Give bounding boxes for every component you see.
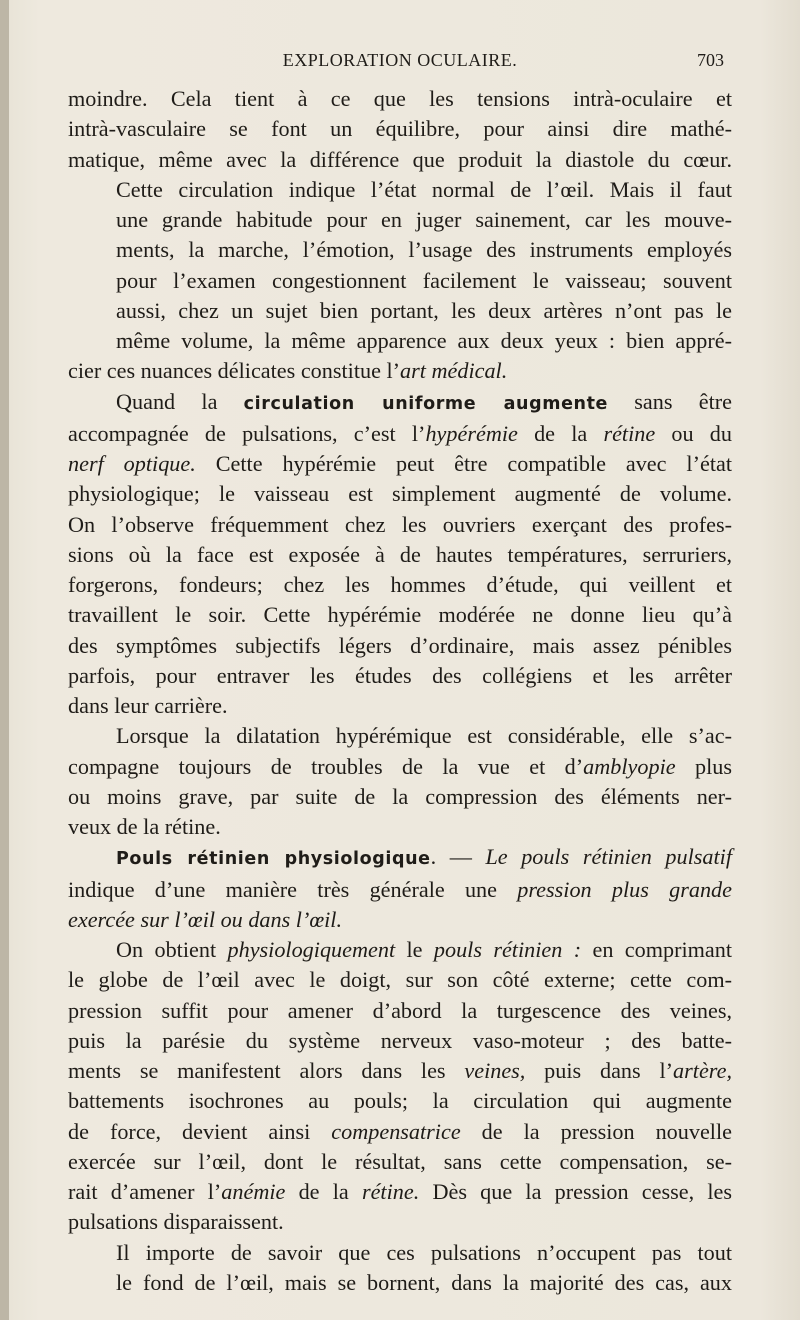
paragraph-4-line-2: [68, 752, 732, 782]
italic-term: compensatrice: [331, 1118, 461, 1144]
section-heading: Pouls rétinien physiologique: [116, 849, 431, 870]
italic-term: pression plus grande: [517, 876, 732, 902]
italic-term: nerf optique.: [68, 451, 196, 476]
paragraph-4-end: [68, 812, 732, 842]
text-line: intrà-vasculaire se font un équilibre, pour ainsi dire mathé-: [68, 116, 732, 142]
text-run: accompagnée de pulsations, c’est l’: [68, 420, 426, 446]
text-line: ments, la marche, l’émotion, l’usage des instruments employés: [116, 237, 732, 263]
text-line: battements isochrones au pouls; la circulation qui augmente: [68, 1088, 732, 1114]
text-run: indique d’une manière très générale une: [68, 876, 518, 902]
paragraph-7: [68, 1238, 732, 1299]
text-run: Dès que la pression cesse, les: [419, 1179, 732, 1204]
text-line: physiologique; le vaisseau est simplement augmenté de volume.: [68, 481, 732, 507]
text-run: de la pression nouvelle: [460, 1118, 732, 1144]
italic-term: amblyopie: [583, 753, 676, 779]
text-run: plus: [675, 753, 732, 779]
italic-term: Le pouls rétinien pulsatif: [485, 844, 732, 870]
text-run: cier ces nuances délicates constitue l’: [68, 358, 401, 384]
italic-term: rétine.: [361, 1179, 420, 1204]
paragraph-5-end: [68, 905, 732, 935]
page-gutter: [0, 0, 9, 1320]
text-run: ments se manifestent alors dans les: [68, 1058, 465, 1083]
text-line: exercée sur l’œil, dont le résultat, sans cette compensation, se-: [68, 1148, 732, 1174]
text-run: de la: [285, 1179, 362, 1204]
italic-term: veines,: [464, 1058, 526, 1083]
text-run: compagne toujours de troubles de la vue et d’: [68, 753, 584, 779]
paragraph-5-line-2: [68, 875, 732, 905]
paragraph-6-line-3: [68, 996, 732, 1026]
text-line: matique, même avec la différence que produit la diastole du cœur.: [68, 146, 732, 172]
italic-term: art médical.: [400, 358, 508, 384]
paragraph-6-end: [68, 1207, 732, 1237]
paragraph-6-line-2: [68, 965, 732, 995]
bold-term: circulation uniforme augmente: [243, 393, 609, 414]
text-line: puis la parésie du système nerveux vaso-moteur ; des batte-: [68, 1027, 732, 1053]
text-line: pour l’examen congestionnent facilement le vaisseau; souvent: [116, 267, 732, 293]
text-run: de force, devient ainsi: [68, 1118, 332, 1144]
paragraph-3-line-2: [68, 419, 732, 449]
paragraph-2: [68, 175, 732, 357]
text-run: puis dans l’: [525, 1058, 674, 1083]
italic-term: artère,: [673, 1058, 732, 1083]
section-heading-line: [68, 842, 732, 874]
paragraph-6-line-4: [68, 1026, 732, 1056]
text-line: parfois, pour entraver les études des collégiens et les arrêter: [68, 662, 732, 688]
text-run: en comprimant: [581, 937, 733, 962]
text-line: Lorsque la dilatation hypérémique est considérable, elle s’ac-: [116, 723, 732, 749]
text-line: même volume, la même apparence aux deux yeux : bien appré-: [116, 328, 732, 353]
italic-term: physiologiquement: [227, 937, 396, 962]
text-line: une grande habitude pour en juger sainement, car les mouve-: [116, 207, 732, 232]
text-line: travaillent le soir. Cette hypérémie modérée ne donne lieu qu’à: [68, 602, 732, 628]
italic-term: hypérémie: [425, 420, 518, 446]
text-line: aussi, chez un sujet bien portant, les deux artères n’ont pas le: [116, 297, 732, 323]
text-line: le fond de l’œil, mais se bornent, dans la majorité des cas, aux: [116, 1269, 732, 1295]
text-line: veux de la rétine.: [68, 814, 221, 839]
body-text: [68, 84, 732, 1298]
text-line: On l’observe fréquemment chez les ouvriers exerçant des profes-: [68, 511, 732, 537]
paragraph-3-body: [68, 479, 732, 691]
text-line: Il importe de savoir que ces pulsations n’occupent pas tout: [116, 1239, 732, 1265]
text-line: forgerons, fondeurs; chez les hommes d’étude, qui veillent et: [68, 572, 732, 597]
italic-term: exercée sur l’œil ou dans l’œil.: [68, 906, 343, 932]
text-run: On obtient: [116, 937, 228, 962]
paragraph-6-line-9: [68, 1177, 732, 1207]
paragraph-2-end: [68, 356, 732, 386]
text-line: le globe de l’œil avec le doigt, sur son côté externe; cette com-: [68, 967, 732, 993]
paragraph-1: [68, 84, 732, 175]
paragraph-6-line-7: [68, 1117, 732, 1147]
running-title: EXPLORATION OCULAIRE.: [282, 50, 518, 70]
paragraph-6-line-8: [68, 1147, 732, 1177]
paragraph-6-line-5: [68, 1056, 732, 1086]
paragraph-4-line-3: [68, 782, 732, 812]
paragraph-3-line-1: [68, 387, 732, 419]
text-line: pulsations disparaissent.: [68, 1209, 284, 1235]
paragraph-4-line-1: [68, 721, 732, 751]
text-run: de la: [517, 420, 604, 446]
text-run: sans être: [634, 388, 732, 414]
page-header: [70, 50, 730, 80]
text-run: Quand la: [116, 388, 218, 414]
text-run: Cette hypérémie peut être compatible avec l’état: [195, 451, 733, 476]
text-line: dans leur carrière.: [68, 693, 228, 718]
italic-term: anémie: [221, 1179, 286, 1204]
italic-term: rétine: [603, 420, 656, 446]
text-line: ou moins grave, par suite de la compression des éléments ner-: [68, 783, 732, 809]
text-run: rait d’amener l’: [68, 1179, 222, 1204]
text-line: pression suffit pour amener d’abord la turgescence des veines,: [68, 997, 732, 1023]
text-line: Cette circulation indique l’état normal de l’œil. Mais il faut: [116, 176, 732, 202]
paragraph-3-line-3: [68, 449, 732, 479]
text-run: . —: [430, 844, 486, 870]
paragraph-6-line-6: [68, 1086, 732, 1116]
text-line: moindre. Cela tient à ce que les tensions intrà-oculaire et: [68, 86, 732, 111]
paragraph-3-end: [68, 691, 732, 721]
text-run: ou du: [655, 420, 732, 446]
text-line: des symptômes subjectifs légers d’ordinaire, mais assez pénibles: [68, 632, 732, 658]
italic-term: pouls rétinien :: [433, 937, 582, 962]
paragraph-6-line-1: [68, 935, 732, 965]
page-number: 703: [697, 50, 724, 70]
text-run: le: [395, 937, 434, 962]
text-line: sions où la face est exposée à de hautes températures, serruriers,: [68, 541, 732, 567]
